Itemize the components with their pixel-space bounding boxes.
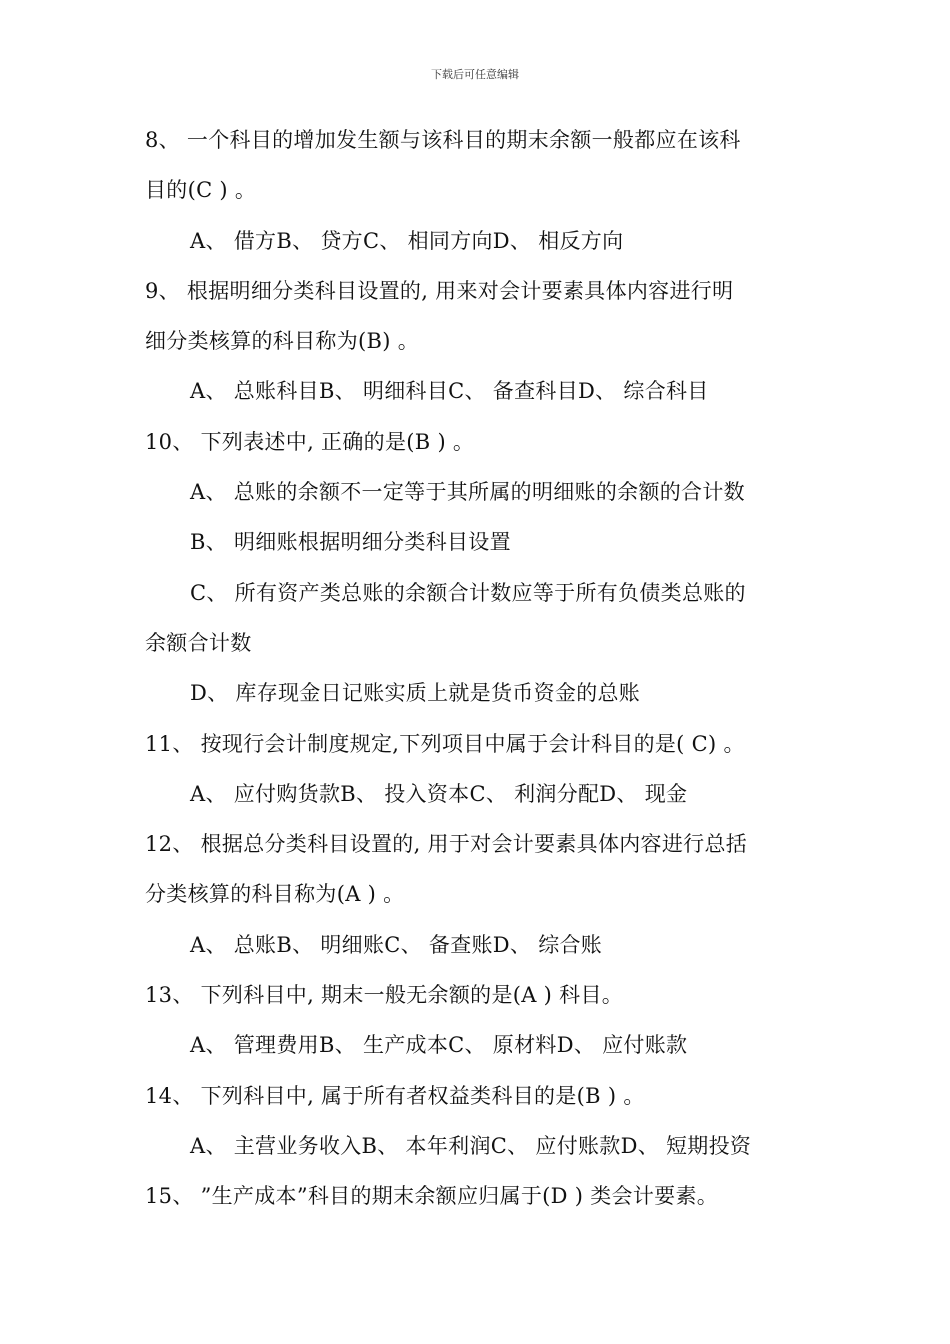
text-line: A、 总账科目B、 明细科目C、 备查科目D、 综合科目 [190, 379, 709, 404]
document-body [145, 115, 810, 1222]
text-line: 14、 下列科目中, 属于所有者权益类科目的是(B ) 。 [145, 1083, 645, 1108]
text-line: 8、 一个科目的增加发生额与该科目的期末余额一般都应在该科 [145, 128, 741, 152]
text-line: 11、 按现行会计制度规定,下列项目中属于会计科目的是( C) 。 [145, 731, 745, 756]
text-line: 12、 根据总分类科目设置的, 用于对会计要素具体内容进行总括 [145, 832, 748, 857]
text-line: C、 所有资产类总账的余额合计数应等于所有负债类总账的 [190, 580, 746, 605]
text-line: A、 借方B、 贷方C、 相同方向D、 相反方向 [190, 228, 624, 253]
text-line: A、 应付购货款B、 投入资本C、 利润分配D、 现金 [190, 781, 688, 806]
text-line: 9、 根据明细分类科目设置的, 用来对会计要素具体内容进行明 [145, 278, 734, 303]
text-line: D、 库存现金日记账实质上就是货币资金的总账 [190, 681, 641, 706]
text-line: A、 总账的余额不一定等于其所属的明细账的余额的合计数 [190, 480, 745, 505]
text-line: A、 主营业务收入B、 本年利润C、 应付账款D、 短期投资 [190, 1133, 752, 1158]
text-line: A、 总账B、 明细账C、 备查账D、 综合账 [190, 932, 603, 957]
text-line: 15、 ”生产成本”科目的期末余额应归属于(D ) 类会计要素。 [145, 1184, 719, 1209]
text-line: A、 管理费用B、 生产成本C、 原材料D、 应付账款 [190, 1033, 688, 1058]
text-line: 10、 下列表述中, 正确的是(B ) 。 [145, 429, 475, 454]
page-header: 下载后可任意编辑 [431, 68, 519, 81]
text-line: 余额合计数 [145, 630, 252, 655]
text-line: 细分类核算的科目称为(B) 。 [145, 329, 419, 354]
text-line: 分类核算的科目称为(A ) 。 [145, 882, 405, 907]
text-line: B、 明细账根据明细分类科目设置 [190, 530, 511, 555]
text-line: 13、 下列科目中, 期末一般无余额的是(A ) 科目。 [145, 983, 624, 1008]
text-line: 目的(C ) 。 [145, 178, 257, 203]
